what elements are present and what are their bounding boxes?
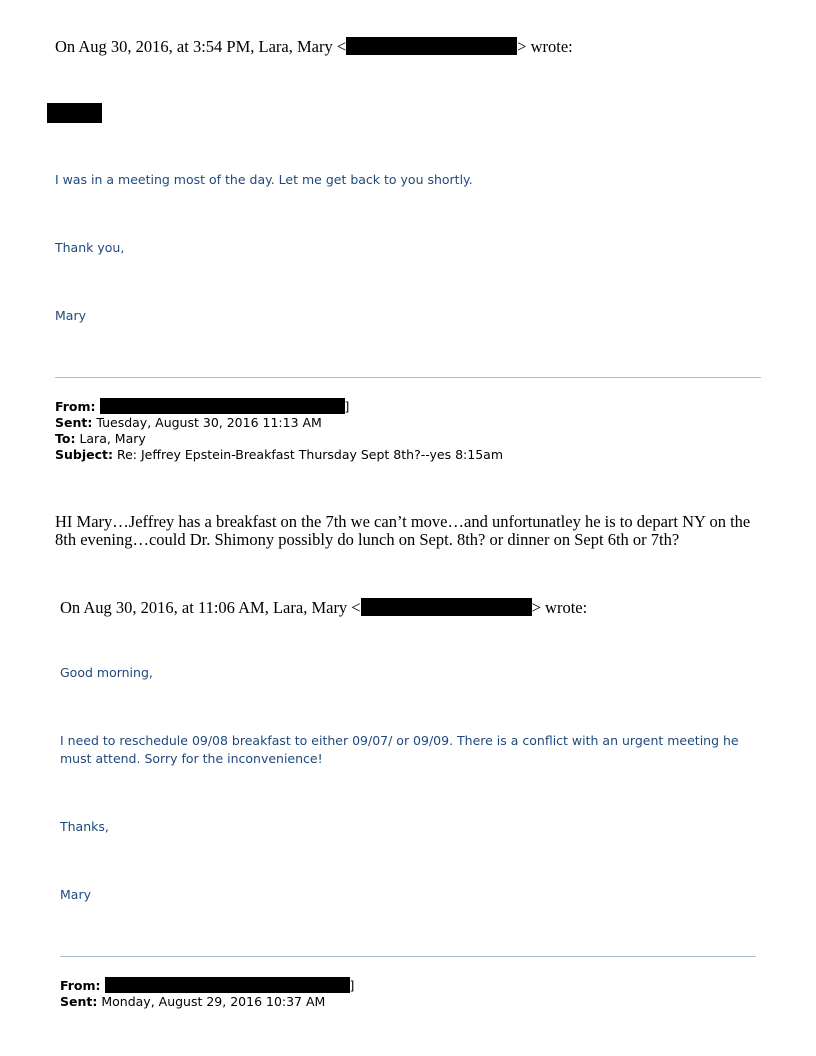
email-header-2: [60, 977, 354, 1010]
redacted-email: [361, 598, 532, 616]
sent-label: Sent:: [55, 415, 93, 430]
attribution-prefix: On Aug 30, 2016, at 3:54 PM, Lara, Mary <: [55, 37, 347, 56]
redacted-email: [346, 37, 517, 55]
sent-row: [55, 415, 503, 431]
from-tail: ]: [349, 978, 355, 993]
reply-paragraph: I need to reschedule 09/08 breakfast to either 09/07/ or 09/09. There is a conflict with an urgent meeting he must attend. Sorry for the inconvenience!: [60, 733, 739, 766]
reply-signature: Mary: [55, 308, 86, 323]
reply-greeting: Good morning,: [60, 665, 153, 680]
from-row: [60, 977, 354, 994]
quote-attribution-2: [60, 598, 587, 617]
reply-line: I was in a meeting most of the day. Let me get back to you shortly.: [55, 172, 473, 187]
subject-row: [55, 447, 503, 463]
sent-label: Sent:: [60, 994, 98, 1009]
from-tail: ]: [344, 399, 350, 414]
divider: [60, 956, 756, 957]
attribution-suffix: > wrote:: [531, 598, 588, 617]
reply-signature: Mary: [60, 887, 91, 902]
quote-attribution-1: [55, 37, 573, 56]
redacted-sender: [100, 398, 345, 414]
to-value: Lara, Mary: [79, 431, 146, 446]
from-label: From:: [55, 399, 96, 414]
from-row: [55, 398, 503, 415]
attribution-prefix: On Aug 30, 2016, at 11:06 AM, Lara, Mary <: [60, 598, 361, 617]
subject-value: Re: Jeffrey Epstein-Breakfast Thursday Sept 8th?--yes 8:15am: [116, 447, 503, 462]
reply-thanks: Thanks,: [60, 819, 109, 834]
email-header-1: [55, 398, 503, 463]
attribution-suffix: > wrote:: [517, 37, 573, 56]
divider: [55, 377, 761, 378]
redacted-sender: [105, 977, 350, 993]
to-row: [55, 431, 503, 447]
to-label: To:: [55, 431, 76, 446]
from-label: From:: [60, 978, 101, 993]
sent-row: [60, 994, 354, 1010]
redacted-block: [47, 103, 102, 123]
message-body: HI Mary…Jeffrey has a breakfast on the 7th we can’t move…and unfortunatley he is to depart NY on the 8th evening…could Dr. Shimony possibly do lunch on Sept. 8th? or dinner on Sept 6th or 7th?: [55, 512, 751, 549]
sent-value: Monday, August 29, 2016 10:37 AM: [101, 994, 326, 1009]
subject-label: Subject:: [55, 447, 113, 462]
sent-value: Tuesday, August 30, 2016 11:13 AM: [96, 415, 322, 430]
reply-thanks: Thank you,: [55, 240, 125, 255]
